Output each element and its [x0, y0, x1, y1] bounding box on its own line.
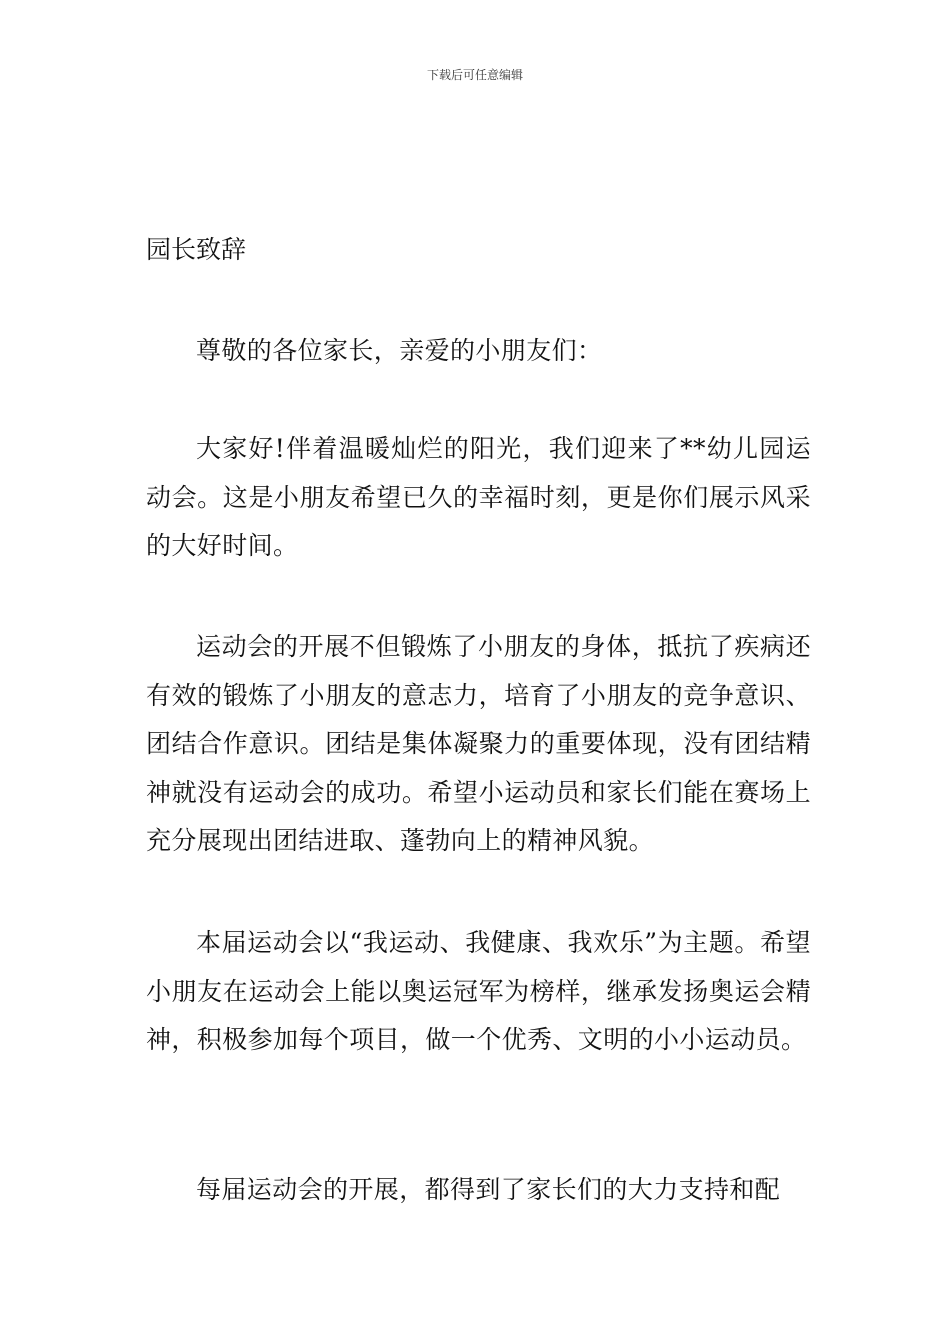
body-paragraph-3: 本届运动会以“我运动、我健康、我欢乐”为主题。希望小朋友在运动会上能以奥运冠军为榜样，继承发扬奥运会精神，积极参加每个项目，做一个优秀、文明的小小运动员。 — [146, 928, 811, 1055]
body-paragraph-1: 大家好!伴着温暖灿烂的阳光，我们迎来了**幼儿园运动会。这是小朋友希望已久的幸福时刻，更是你们展示风采的大好时间。 — [146, 434, 811, 561]
greeting-paragraph: 尊敬的各位家长，亲爱的小朋友们： — [196, 336, 603, 365]
document-title: 园长致辞 — [146, 235, 247, 264]
body-paragraph-4: 每届运动会的开展，都得到了家长们的大力支持和配 — [196, 1175, 781, 1204]
body-paragraph-2: 运动会的开展不但锻炼了小朋友的身体，抵抗了疾病还有效的锻炼了小朋友的意志力，培育了小朋友的竞争意识、团结合作意识。团结是集体凝聚力的重要体现，没有团结精神就没有运动会的成功。希望小运动员和家长们能在赛场上充分展现出团结进取、蓬勃向上的精神风貌。 — [146, 632, 811, 856]
header-note: 下载后可任意编辑 — [426, 68, 523, 82]
